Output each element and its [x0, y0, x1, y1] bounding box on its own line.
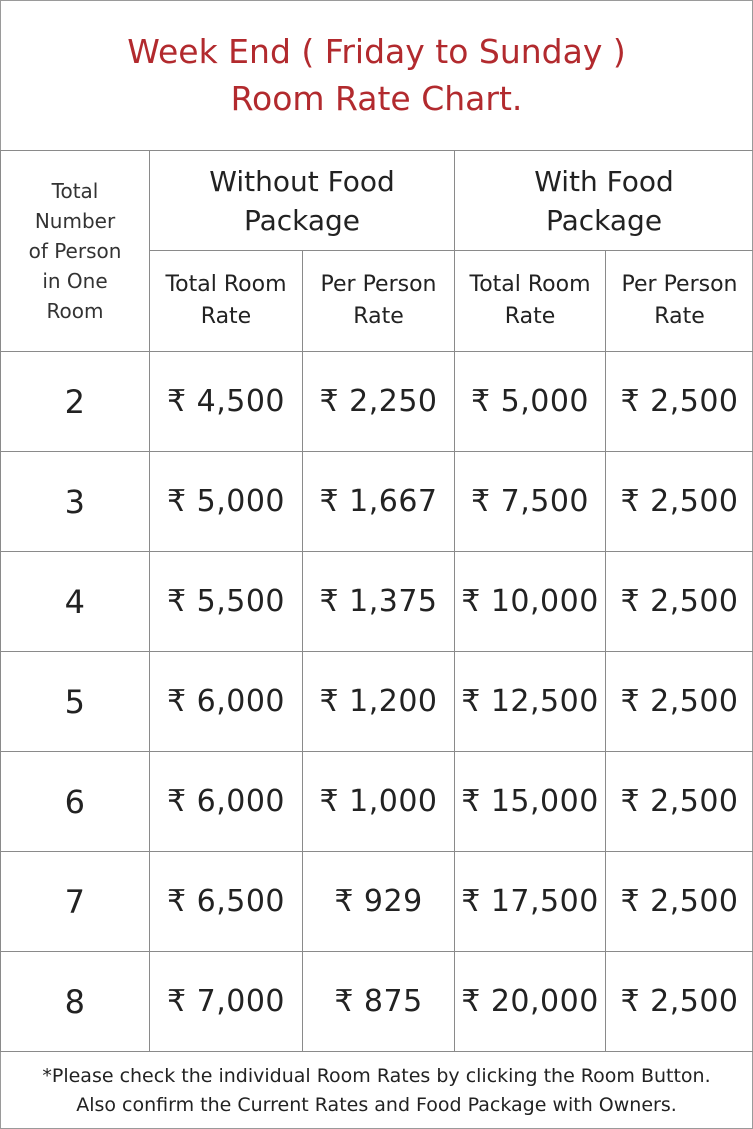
- without-food-header: Without Food Package: [150, 151, 455, 251]
- food-per-person-cell: ₹ 2,500: [606, 552, 753, 652]
- food-total-cell: ₹ 10,000: [455, 552, 606, 652]
- food-per-person-cell: ₹ 2,500: [606, 352, 753, 452]
- no-food-total-cell: ₹ 7,000: [150, 952, 303, 1052]
- table-row: [1, 352, 753, 452]
- no-food-total-cell: ₹ 6,500: [150, 852, 303, 952]
- subheader-no-food-per-person: Per Person Rate: [303, 251, 455, 352]
- persons-cell: 7: [1, 852, 150, 952]
- food-total-cell: ₹ 20,000: [455, 952, 606, 1052]
- persons-cell: 5: [1, 652, 150, 752]
- persons-cell: 4: [1, 552, 150, 652]
- food-total-cell: ₹ 15,000: [455, 752, 606, 852]
- no-food-total-cell: ₹ 5,000: [150, 452, 303, 552]
- table-row: [1, 452, 753, 552]
- food-total-cell: ₹ 12,500: [455, 652, 606, 752]
- no-food-per-person-cell: ₹ 1,000: [303, 752, 455, 852]
- table-row: [1, 752, 753, 852]
- persons-header: Total Number of Person in One Room: [1, 151, 150, 352]
- subheader-no-food-total: Total Room Rate: [150, 251, 303, 352]
- page-title: [0, 28, 753, 122]
- no-food-per-person-cell: ₹ 929: [303, 852, 455, 952]
- no-food-per-person-cell: ₹ 1,200: [303, 652, 455, 752]
- no-food-per-person-cell: ₹ 1,667: [303, 452, 455, 552]
- persons-cell: 3: [1, 452, 150, 552]
- no-food-per-person-cell: ₹ 875: [303, 952, 455, 1052]
- food-per-person-cell: ₹ 2,500: [606, 752, 753, 852]
- table-row: [1, 852, 753, 952]
- food-per-person-cell: ₹ 2,500: [606, 952, 753, 1052]
- table-row: [1, 952, 753, 1052]
- persons-cell: 6: [1, 752, 150, 852]
- subheader-food-total: Total Room Rate: [455, 251, 606, 352]
- no-food-total-cell: ₹ 4,500: [150, 352, 303, 452]
- footnote-line-1: *Please check the individual Room Rates by clicking the Room Button.: [42, 1065, 711, 1087]
- persons-cell: 8: [1, 952, 150, 1052]
- food-per-person-cell: ₹ 2,500: [606, 452, 753, 552]
- food-total-cell: ₹ 7,500: [455, 452, 606, 552]
- footnote: [0, 1062, 753, 1120]
- no-food-total-cell: ₹ 5,500: [150, 552, 303, 652]
- with-food-header: With Food Package: [455, 151, 753, 251]
- food-total-cell: ₹ 17,500: [455, 852, 606, 952]
- no-food-per-person-cell: ₹ 2,250: [303, 352, 455, 452]
- table-row: [1, 652, 753, 752]
- food-per-person-cell: ₹ 2,500: [606, 652, 753, 752]
- no-food-per-person-cell: ₹ 1,375: [303, 552, 455, 652]
- footnote-line-2: Also confirm the Current Rates and Food Package with Owners.: [76, 1094, 677, 1116]
- table-row: [1, 552, 753, 652]
- persons-cell: 2: [1, 352, 150, 452]
- subheader-food-per-person: Per Person Rate: [606, 251, 753, 352]
- room-rate-table: [0, 150, 753, 1052]
- no-food-total-cell: ₹ 6,000: [150, 652, 303, 752]
- food-total-cell: ₹ 5,000: [455, 352, 606, 452]
- title-line-2: Room Rate Chart.: [230, 79, 523, 118]
- title-line-1: Week End ( Friday to Sunday ): [127, 32, 626, 71]
- no-food-total-cell: ₹ 6,000: [150, 752, 303, 852]
- food-per-person-cell: ₹ 2,500: [606, 852, 753, 952]
